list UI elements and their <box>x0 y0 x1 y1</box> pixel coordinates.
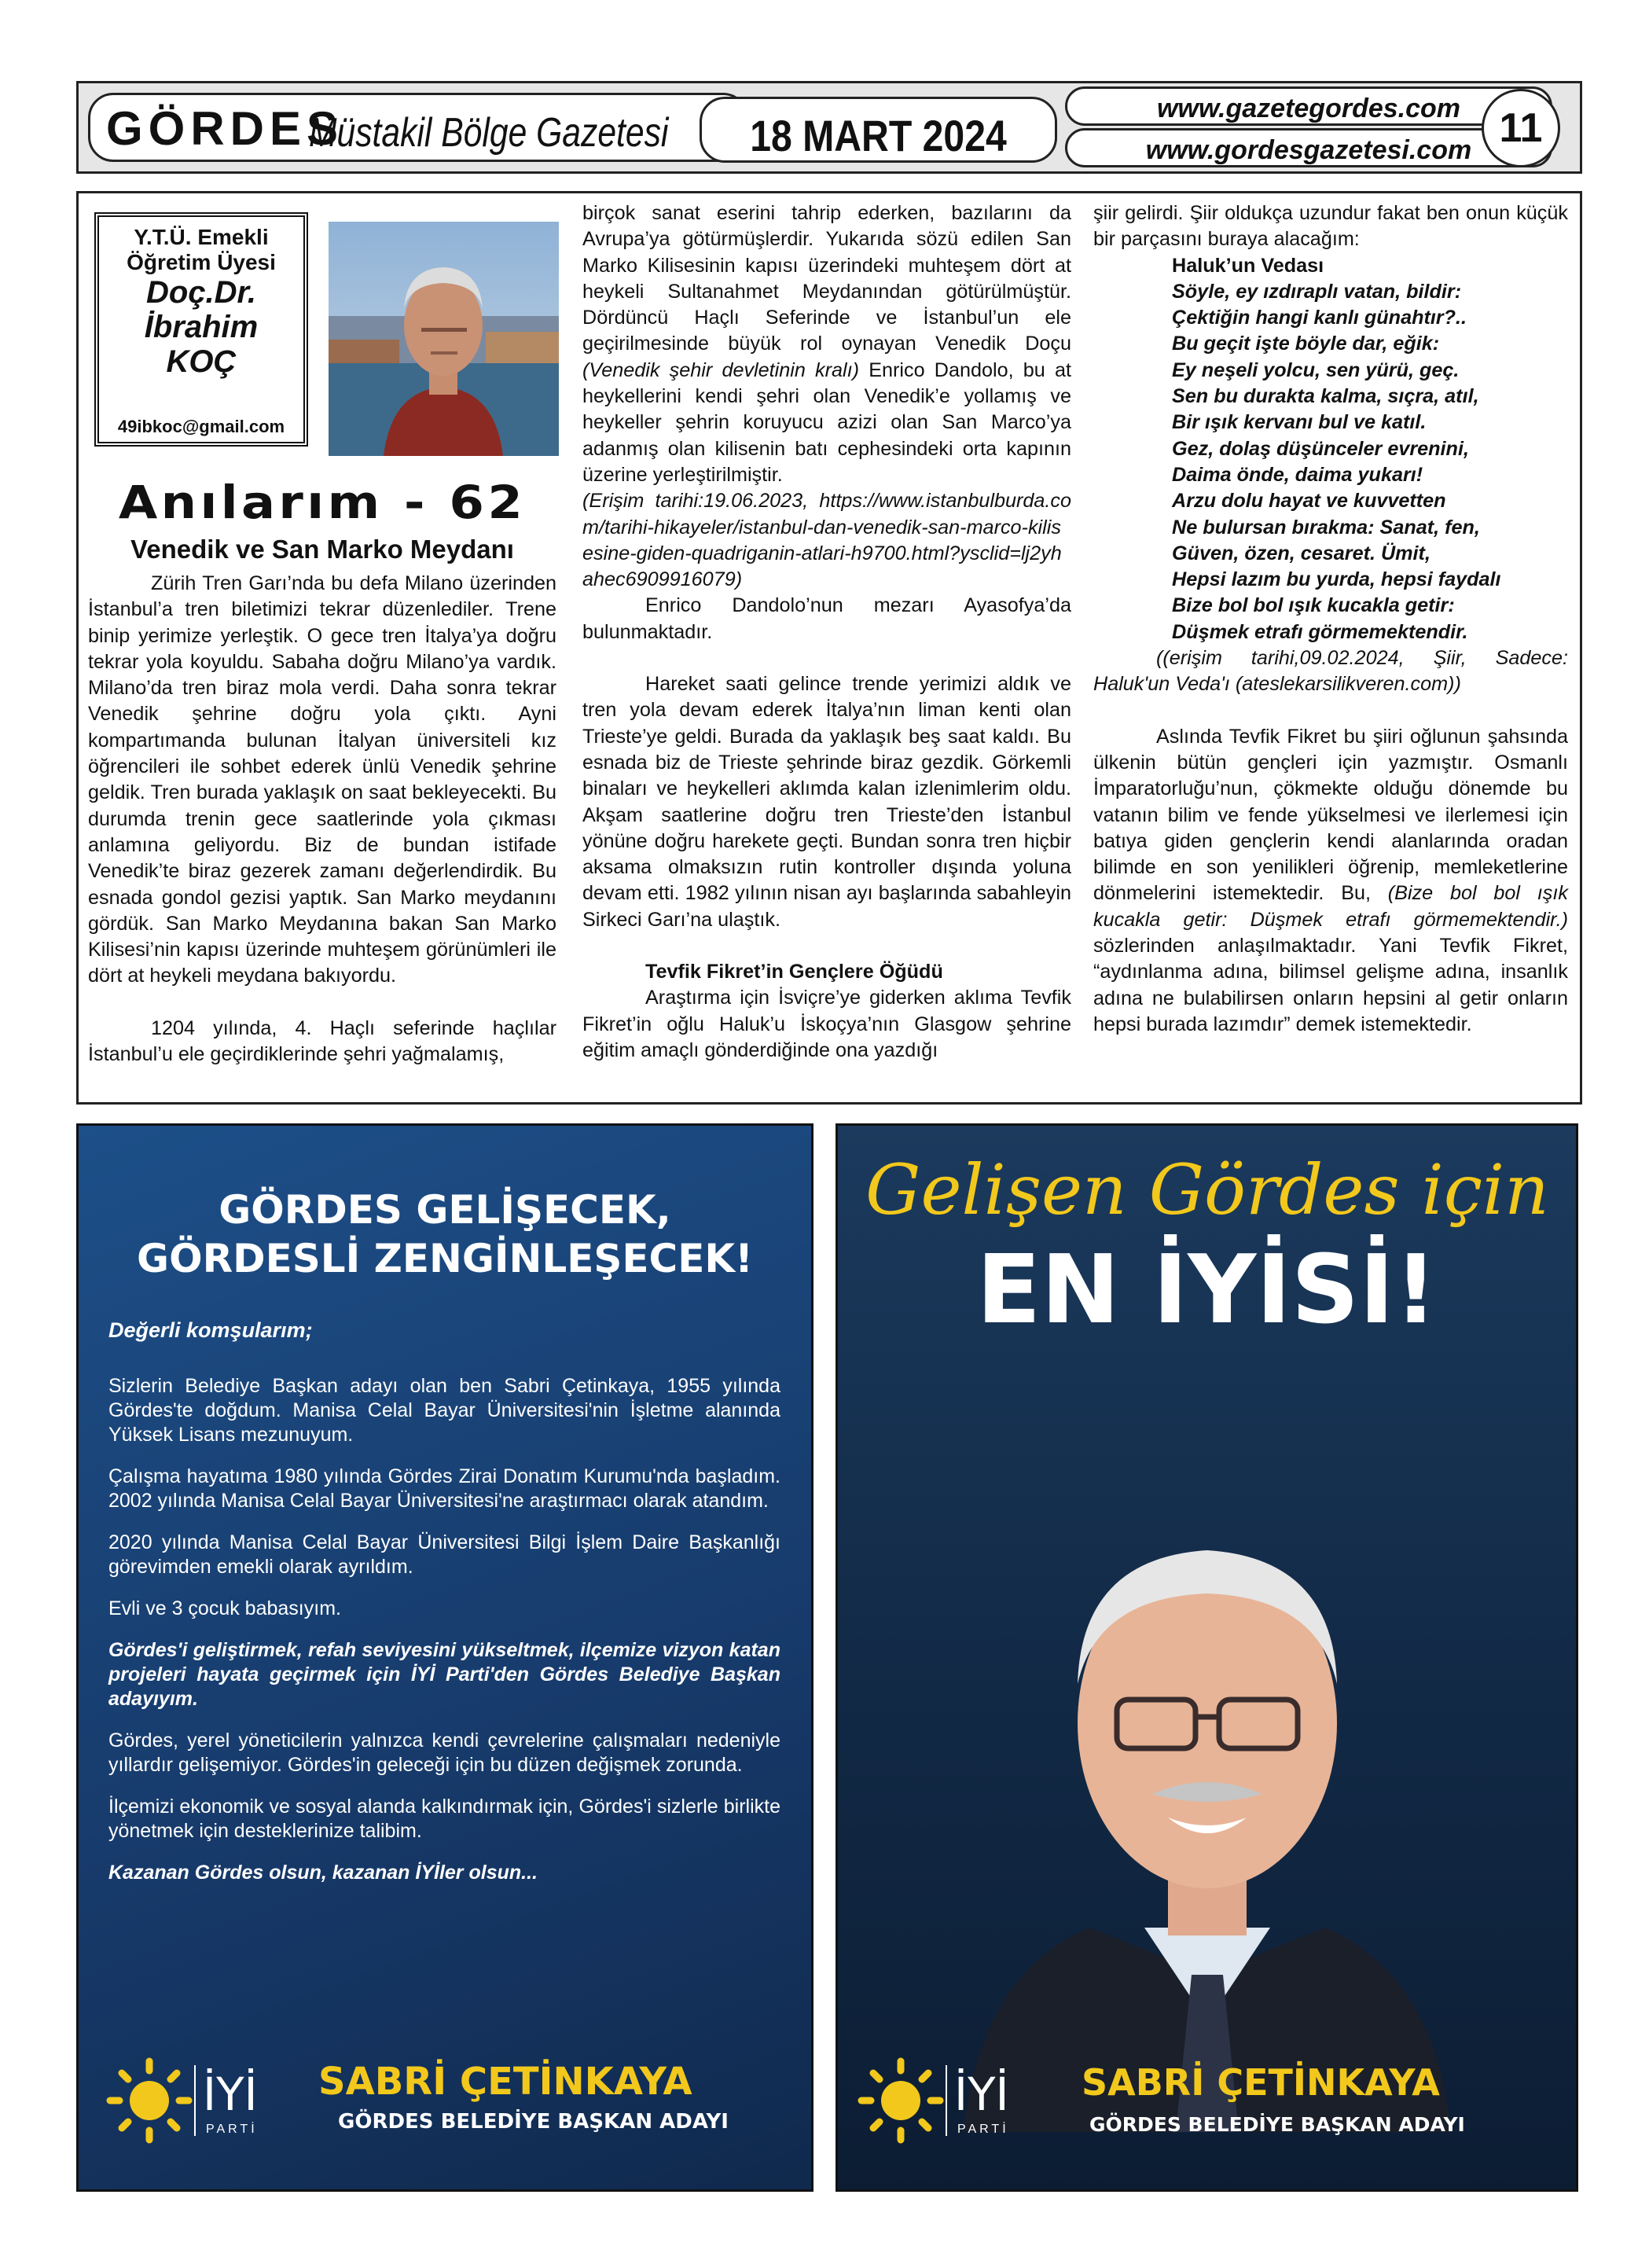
newspaper-name-pill <box>88 93 748 162</box>
ad-paragraph: Çalışma hayatıma 1980 yılında Gördes Zirai Donatım Kurumu'nda başladım. 2002 yılında Manisa Celal Bayar Üniversitesi'ne araştırmacı olarak atandım. <box>108 1465 780 1512</box>
author-email[interactable]: 49ibkoc@gmail.com <box>117 417 285 436</box>
poem-line: Söyle, ey ızdıraplı vatan, bildir: <box>1172 280 1462 303</box>
date-pill <box>700 97 1057 163</box>
article-headline: Anılarım - 62 <box>118 476 527 529</box>
campaign-ad-letter <box>76 1123 813 2192</box>
paragraph <box>1093 724 1568 1038</box>
website-link-1[interactable] <box>1065 86 1552 126</box>
ad-greeting: Değerli komşularım; <box>108 1318 313 1342</box>
poem-line: Ey neşeli yolcu, sen yürü, geç. <box>1172 358 1460 381</box>
author-box <box>94 212 308 447</box>
poem-line: Çektiğin hangi kanlı günahtır?.. <box>1172 307 1467 329</box>
paragraph: Enrico Dandolo’nun mezarı Ayasofya’da bulunmaktadır. <box>582 594 1071 643</box>
ad-closing: Kazanan Gördes olsun, kazanan İYİler olsun... <box>108 1862 538 1884</box>
poem-line: Sen bu durakta kalma, sıçra, atıl, <box>1172 385 1479 408</box>
author-degree: Doç.Dr. <box>145 275 257 310</box>
masthead <box>76 81 1582 174</box>
poem-title: Haluk’un Vedası <box>1172 254 1324 277</box>
party-subtitle: PARTİ <box>206 2123 258 2136</box>
section-heading: Tevfik Fikret’in Gençlere Öğüdü <box>645 961 943 983</box>
candidate-role: GÖRDES BELEDİYE BAŞKAN ADAYI <box>1089 2113 1465 2136</box>
page-number: 11 <box>1482 89 1560 167</box>
article-column-2 <box>582 200 1071 1064</box>
ad-bold-paragraph: Gördes'i geliştirmek, refah seviyesini yükseltmek, ilçemize vizyon katan projeleri hayata geçirmek için İYİ Parti'den Gördes Belediye Başkan adayıyım. <box>108 1639 780 1710</box>
author-last-name: KOÇ <box>166 344 237 379</box>
author-first-name: İbrahim <box>144 310 259 344</box>
website-link-2[interactable] <box>1065 128 1552 167</box>
ad-paragraph: İlçemizi ekonomik ve sosyal alanda kalkındırmak için, Gördes'i sizlerle birlikte yönetmek için desteklerinize talibim. <box>108 1796 780 1842</box>
candidate-name: SABRİ ÇETİNKAYA <box>318 2060 692 2104</box>
newspaper-subtitle: Müstakil Bölge Gazetesi <box>309 110 669 156</box>
text-run: Aslında Tevfik Fikret bu şiiri oğlunun şahsında ülkenin bütün gençleri için yazmıştır. Osmanlı İmparatorluğu’nun, çökmekte olduğu dönemde bu vatanın bilim ve fende yükselmesi ve ilerlemesi için batıya giden gençlerin kendi alanlarında oradan bilimde en son yenilikleri öğrenip, memleketlerine dönmelerini istemektedir. Bu, <box>1093 725 1568 905</box>
ad-paragraph: Gördes, yerel yöneticilerin yalnızca kendi çevrelerine çalışmaları nedeniyle yıllardır gelişemiyor. Gördes'in geleceği için bu düzen değişmek zorunda. <box>108 1729 780 1776</box>
text-run: sözlerinden anlaşılmaktadır. Yani Tevfik Fikret, “aydınlanma adına, bilimsel gelişme adına, insanlık adına ne bulabilirsen onların hepsini al getir onların hepsi burada lazımdır” demek istemektedir. <box>1093 935 1568 1035</box>
party-name: İYİ <box>954 2068 1009 2121</box>
poem-line: Ne bulursan bırakma: Sanat, fen, <box>1172 516 1480 539</box>
ad-headline: EN İYİSİ! <box>976 1236 1438 1345</box>
paragraph: 1204 yılında, 4. Haçlı seferinde haçlılar İstanbul’u ele geçirdiklerinde şehri yağmalamış, <box>88 1016 556 1066</box>
website-url-2: www.gordesgazetesi.com <box>1145 135 1472 165</box>
italic-run: (Bize bol bol ışık kucakla getir: Düşmek etrafı görmemektendir.) <box>1093 882 1568 931</box>
issue-date: 18 MART 2024 <box>750 111 1007 160</box>
poem-line: Arzu dolu hayat ve kuvvetten <box>1172 490 1446 513</box>
poem-line: Güven, özen, cesaret. Ümit, <box>1172 542 1430 564</box>
article-column-3 <box>1093 200 1568 1038</box>
candidate-name: SABRİ ÇETİNKAYA <box>1082 2061 1440 2104</box>
party-name: İYİ <box>203 2068 258 2121</box>
poem-line: Bize bol bol ışık kucakla getir: <box>1172 594 1455 617</box>
poem-line: Bir ışık kervanı bul ve katıl. <box>1172 411 1427 434</box>
reference: ((erişim tarihi,09.02.2024, Şiir, Sadece: Haluk'un Veda'ı (ateslekarsilikveren.com)) <box>1093 647 1568 696</box>
newspaper-brand: GÖRDES <box>106 102 344 155</box>
author-title-1: Y.T.Ü. Emekli <box>134 225 269 249</box>
campaign-ad-portrait <box>836 1123 1578 2192</box>
ad-title-line-1: GÖRDES GELİŞECEK, <box>219 1187 671 1233</box>
ad-paragraph: Evli ve 3 çocuk babasıyım. <box>108 1597 341 1619</box>
iyi-party-logo <box>854 2053 1034 2148</box>
poem-line: Düşmek etrafı görmemektendir. <box>1172 620 1468 643</box>
party-subtitle: PARTİ <box>957 2123 1009 2136</box>
paragraph <box>582 200 1071 488</box>
iyi-party-logo <box>102 2053 283 2148</box>
poem <box>1093 253 1568 645</box>
text-run: Enrico Dandolo, bu at heykellerini kendi şehri olan Venedik’e yollamış ve heykeller şehrin koruyucu azizi olan San Marco’ya adanmış olan kilisenin batı cephesindeki orta kapının üzerine yerleştirilmiştir. <box>582 358 1071 486</box>
paragraph: şiir gelirdi. Şiir oldukça uzundur fakat ben onun küçük bir parçasını buraya alacağım: <box>1093 202 1568 251</box>
poem-line: Gez, dolaş düşünceler evrenini, <box>1172 437 1469 460</box>
article-subheadline: Venedik ve San Marko Meydanı <box>130 535 514 564</box>
website-url-1: www.gazetegordes.com <box>1156 94 1461 123</box>
italic-run: (Venedik şehir devletinin kralı) <box>582 358 860 381</box>
poem-line: Bu geçit işte böyle dar, eğik: <box>1172 333 1440 355</box>
poem-line: Daima önde, daima yukarı! <box>1172 463 1423 486</box>
reference-link[interactable]: (Erişim tarihi:19.06.2023, https://www.istanbulburda.com/tarihi-hikayeler/istanbul-dan-venedik-san-marco-kilisesine-giden-quadriganin-atlari-h9700.html?ysclid=lj2yhahec6909916079) <box>582 490 1071 591</box>
candidate-role: GÖRDES BELEDİYE BAŞKAN ADAYI <box>338 2110 729 2134</box>
paragraph: Hareket saati gelince trende yerimizi aldık ve tren yola devam ederek İtalya’nın liman kenti olan Trieste’ye geldi. Burada da yaklaşık beş saat kaldı. Bu esnada biz de Trieste şehrinde biraz gezdik. Görkemli binaları ve heykelleri aklımda kalan izlenimlerim oldu. Akşam saatlerine doğru tren Trieste’den İstanbul yönüne doğru harekete geçti. Bundan sonra tren hiçbir aksama olmaksızın rutin kontroller dışında yoluna devam etti. 1982 yılının nisan ayı başlarında sabahleyin Sirkeci Garı’na ulaştık. <box>582 673 1071 931</box>
ad-paragraph: Sizlerin Belediye Başkan adayı olan ben Sabri Çetinkaya, 1955 yılında Gördes'te doğdum. Manisa Celal Bayar Üniversitesi'nin İşletme alanında Yüksek Lisans mezunuyum. <box>108 1375 780 1446</box>
author-photo <box>329 222 559 456</box>
ad-paragraph: 2020 yılında Manisa Celal Bayar Üniversitesi Bilgi İşlem Daire Başkanlığı görevimden emekli olarak ayrıldım. <box>108 1531 780 1578</box>
paragraph: Zürih Tren Garı’nda bu defa Milano üzerinden İstanbul’a tren biletimizi tekrar düzenlediler. Trene binip yerimize yerleştik. O gece tren İtalya’ya doğru tekrar yola koyuldu. Sabaha doğru Milano’ya vardık. Milano’da tren biraz mola verdi. Daha sonra tekrar Venedik şehrine doğru yola çıktı. Ayni kompartımanda bulunan İtalyan üniversiteli kız öğrencileri ile sohbet ederek ünlü Venedik şehrine geldik. Tren burada yaklaşık on saat bekleyecekti. Bu durumda trenin gece saatlerinde yola çıkması anlamına geliyordu. Biz de bundan istifade Venedik’te biraz gezerek zamanı değerlendirdik. Bu esnada gondol gezisi yaptık. San Marko meydanını gördük. San Marko Meydanına bakan San Marko Kilisesi’nin kapısı üzerinde muhteşem görünümleri ile dört at heykeli meydana bakıyordu. <box>88 572 556 987</box>
ad-letter-body <box>108 1318 780 1902</box>
poem-line: Hepsi lazım bu yurda, hepsi faydalı <box>1172 568 1501 591</box>
ad-script-slogan: Gelişen Gördes için <box>865 1149 1549 1230</box>
text-run: birçok sanat eserini tahrip ederken, bazılarını da Avrupa’ya götürmüşlerdir. Yukarıda sözü edilen San Marko Kilisesinin kapısı üzerindeki muhteşem dört at heykeli Sultanahmet Meydanından götürülmüştür. Dördüncü Haçlı Seferinde ve İstanbul’un ele geçirilmesinde büyük rol oynayan Venedik Doçu <box>582 202 1071 355</box>
article-column-1 <box>88 571 556 1068</box>
ad-title-line-2: GÖRDESLİ ZENGİNLEŞECEK! <box>137 1236 753 1281</box>
paragraph: Araştırma için İsviçre’ye giderken aklıma Tevfik Fikret’in oğlu Haluk’u İskoçya’nın Glasgow şehrine eğitim amaçlı gönderdiğinde ona yazdığı <box>582 987 1071 1061</box>
author-title-2: Öğretim Üyesi <box>127 250 276 274</box>
candidate-portrait <box>932 1424 1482 2132</box>
